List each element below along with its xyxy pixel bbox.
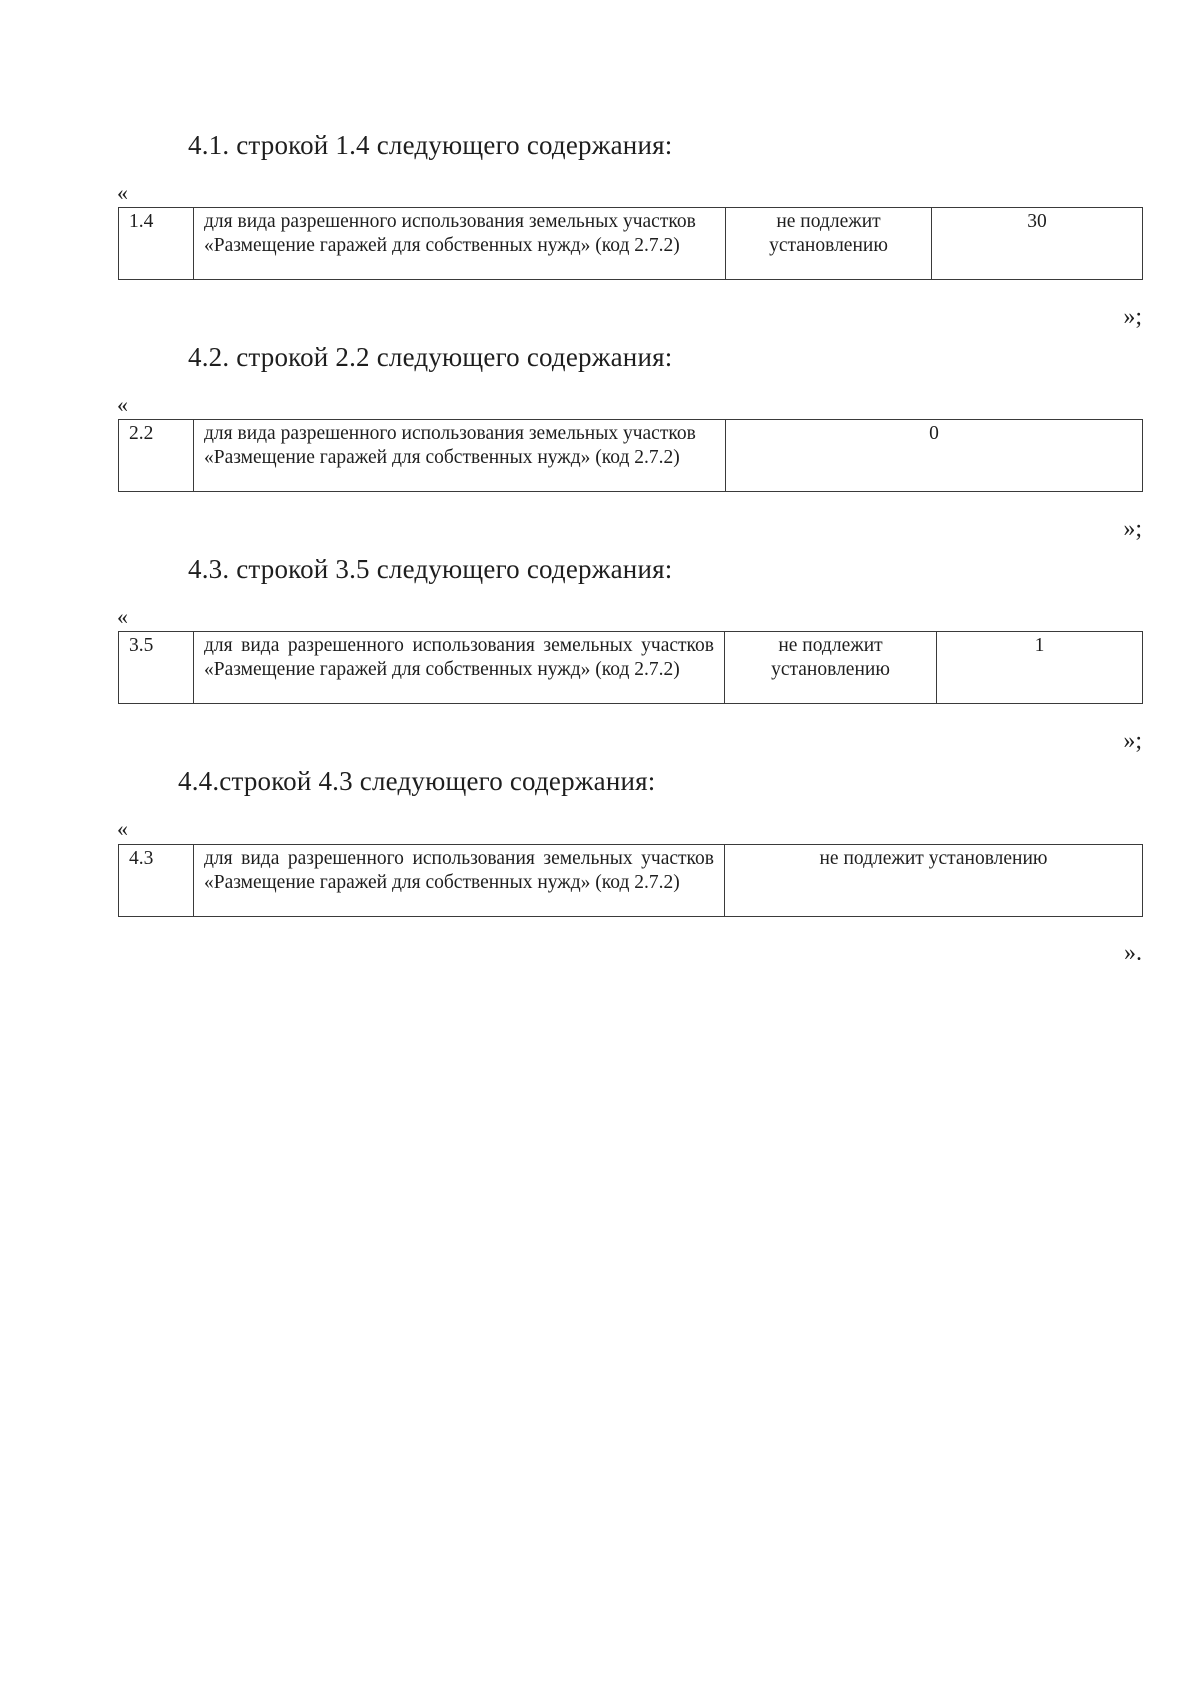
- opening-quote: «: [117, 816, 128, 841]
- closing-quote: »;: [1123, 516, 1142, 542]
- row-description-cell: для вида разрешенного использования земельных участков «Размещение гаражей для собственных нужд» (код 2.7.2): [194, 845, 725, 917]
- opening-quote: «: [117, 604, 128, 629]
- row-description-cell: для вида разрешенного использования земельных участков «Размещение гаражей для собственных нужд» (код 2.7.2): [194, 420, 726, 492]
- section-heading-4-3: 4.3. строкой 3.5 следующего содержания:: [188, 554, 673, 584]
- section-heading-4-1: 4.1. строкой 1.4 следующего содержания:: [188, 130, 673, 160]
- row-description-cell: для вида разрешенного использования земельных участков «Размещение гаражей для собственных нужд» (код 2.7.2): [194, 208, 726, 280]
- row-number-cell: 1.4: [119, 208, 194, 280]
- closing-quote: ».: [1124, 940, 1142, 966]
- table-row: [119, 632, 1143, 704]
- row-value-cell: 1: [937, 632, 1143, 704]
- table-row: [119, 845, 1143, 917]
- row-value-cell: не подлежит установлению: [726, 208, 932, 280]
- section-heading-4-4: 4.4.строкой 4.3 следующего содержания:: [178, 766, 656, 796]
- table-row: [119, 420, 1143, 492]
- row-value-cell: не подлежит установлению: [725, 845, 1143, 917]
- table-row: [119, 208, 1143, 280]
- row-number-cell: 3.5: [119, 632, 194, 704]
- opening-quote: «: [117, 392, 128, 417]
- closing-quote: »;: [1123, 304, 1142, 330]
- opening-quote: «: [117, 180, 128, 205]
- row-number-cell: 4.3: [119, 845, 194, 917]
- row-value-cell: 0: [726, 420, 1143, 492]
- row-value-cell: не подлежит установлению: [725, 632, 937, 704]
- amendment-table-2-2: [118, 419, 1143, 492]
- row-number-cell: 2.2: [119, 420, 194, 492]
- amendment-table-3-5: [118, 631, 1143, 704]
- row-value-cell: 30: [932, 208, 1143, 280]
- amendment-table-1-4: [118, 207, 1143, 280]
- amendment-table-4-3: [118, 844, 1143, 917]
- row-description-cell: для вида разрешенного использования земельных участков «Размещение гаражей для собственных нужд» (код 2.7.2): [194, 632, 725, 704]
- section-heading-4-2: 4.2. строкой 2.2 следующего содержания:: [188, 342, 673, 372]
- closing-quote: »;: [1123, 728, 1142, 754]
